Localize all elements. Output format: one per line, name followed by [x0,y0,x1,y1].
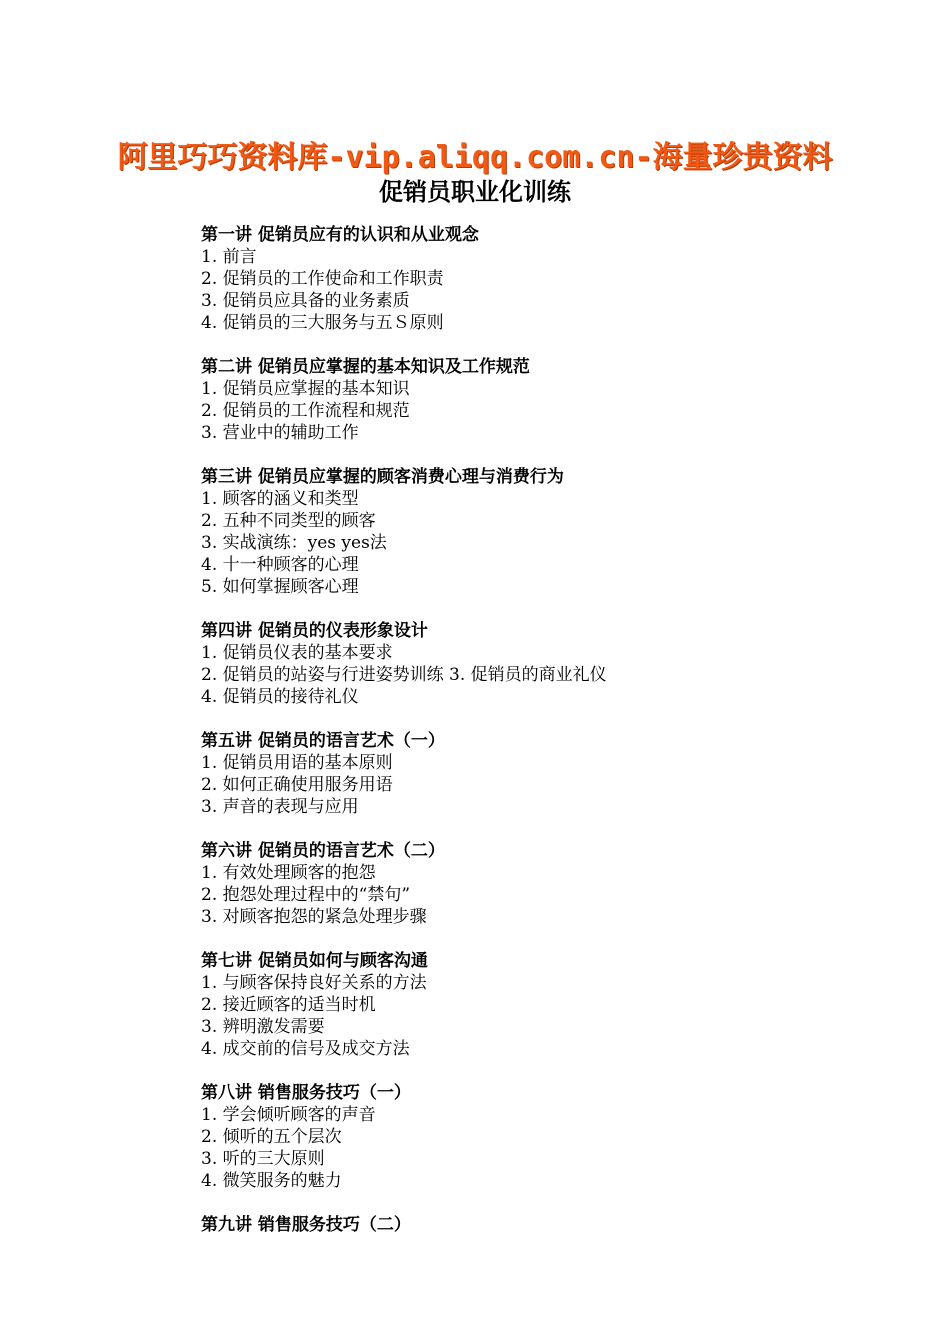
lecture-item: 3. 听的三大原则 [201,1149,325,1169]
lecture-item: 4. 促销员的接待礼仪 [201,687,359,707]
lecture-section [201,356,901,444]
lecture-heading: 第九讲 销售服务技巧（二） [201,1215,411,1235]
lecture-section [201,840,901,928]
lecture-item: 3. 实战演练：yes yes法 [201,533,387,553]
lecture-section [201,950,901,1060]
lecture-section [201,466,901,598]
lecture-item: 1. 促销员仪表的基本要求 [201,643,393,663]
lecture-heading: 第五讲 促销员的语言艺术（一） [201,731,445,751]
lecture-heading: 第六讲 促销员的语言艺术（二） [201,841,445,861]
lecture-heading: 第二讲 促销员应掌握的基本知识及工作规范 [201,357,530,377]
lecture-section [201,730,901,818]
lecture-item: 1. 顾客的涵义和类型 [201,489,359,509]
lecture-item: 1. 前言 [201,247,257,267]
lecture-section [201,620,901,708]
lecture-item: 3. 声音的表现与应用 [201,797,359,817]
lecture-item: 4. 成交前的信号及成交方法 [201,1039,410,1059]
lecture-item: 2. 促销员的工作使命和工作职责 [201,269,444,289]
lecture-heading: 第三讲 促销员应掌握的顾客消费心理与消费行为 [201,467,564,487]
lecture-heading: 第四讲 促销员的仪表形象设计 [201,621,428,641]
lecture-item: 1. 与顾客保持良好关系的方法 [201,973,427,993]
lecture-list [201,224,901,1258]
lecture-section [201,1082,901,1192]
lecture-item: 1. 学会倾听顾客的声音 [201,1105,376,1125]
lecture-item: 3. 对顾客抱怨的紧急处理步骤 [201,907,427,927]
lecture-item: 1. 促销员应掌握的基本知识 [201,379,410,399]
lecture-item: 4. 促销员的三大服务与五Ｓ原则 [201,313,444,333]
lecture-item: 1. 有效处理顾客的抱怨 [201,863,376,883]
lecture-heading: 第七讲 促销员如何与顾客沟通 [201,951,428,971]
lecture-item: 2. 接近顾客的适当时机 [201,995,376,1015]
lecture-item: 1. 促销员用语的基本原则 [201,753,393,773]
lecture-item: 2. 五种不同类型的顾客 [201,511,376,531]
lecture-item: 2. 抱怨处理过程中的“禁句” [201,885,411,905]
lecture-item: 4. 十一种顾客的心理 [201,555,359,575]
lecture-item: 2. 促销员的工作流程和规范 [201,401,410,421]
lecture-heading: 第八讲 销售服务技巧（一） [201,1083,411,1103]
lecture-heading: 第一讲 促销员应有的认识和从业观念 [201,225,479,245]
lecture-item: 2. 如何正确使用服务用语 [201,775,393,795]
lecture-item: 2. 促销员的站姿与行进姿势训练 3. 促销员的商业礼仪 [201,665,607,685]
lecture-item: 5. 如何掌握顾客心理 [201,577,359,597]
lecture-item: 3. 辨明激发需要 [201,1017,325,1037]
lecture-section [201,1214,901,1236]
lecture-section [201,224,901,334]
watermark-banner: 阿里巧巧资料库-vip.aliqq.com.cn-海量珍贵资料 [117,140,833,175]
lecture-item: 4. 微笑服务的魅力 [201,1171,342,1191]
document-title: 促销员职业化训练 [379,177,571,206]
lecture-item: 3. 营业中的辅助工作 [201,423,359,443]
lecture-item: 2. 倾听的五个层次 [201,1127,342,1147]
lecture-item: 3. 促销员应具备的业务素质 [201,291,410,311]
